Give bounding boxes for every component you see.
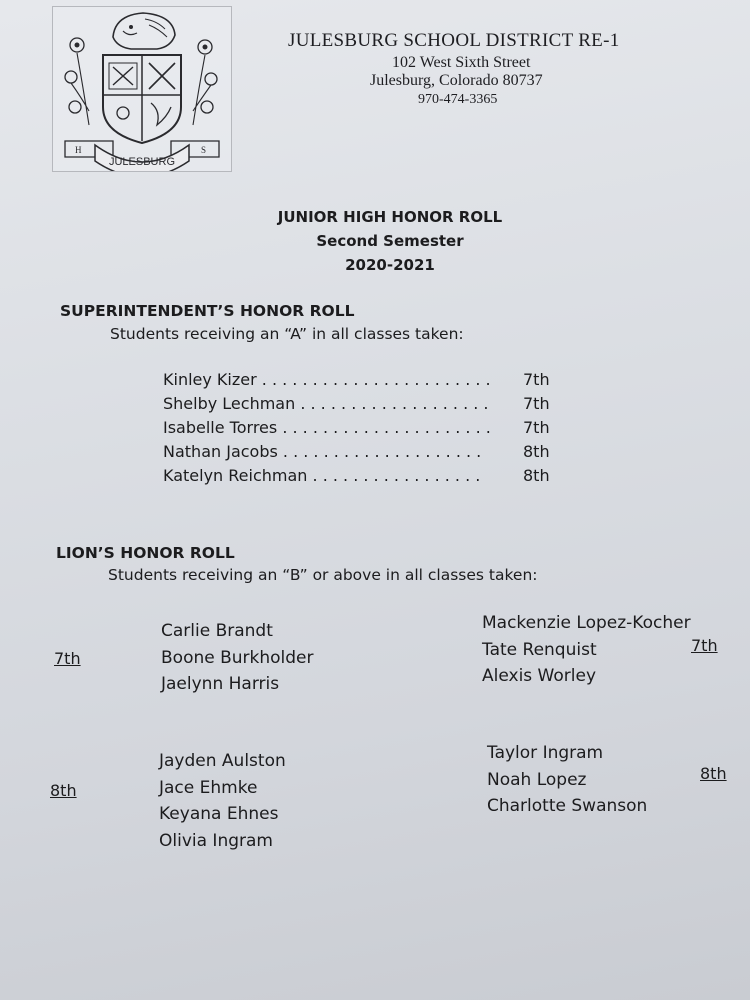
list-item: Taylor Ingram — [487, 743, 604, 763]
seventh-grade-label-right: 7th — [691, 636, 718, 655]
document-title-block — [240, 205, 540, 277]
student-grade: 7th — [523, 394, 550, 413]
student-grade: 8th — [523, 466, 550, 485]
seventh-left-list — [161, 618, 314, 698]
document-year: 2020-2021 — [345, 256, 435, 274]
honor-row — [163, 370, 563, 394]
list-item: Alexis Worley — [482, 666, 597, 686]
list-item: Keyana Ehnes — [159, 804, 279, 824]
honor-row — [163, 442, 563, 466]
seventh-right-list — [482, 610, 691, 690]
list-item: Jayden Aulston — [159, 751, 286, 771]
document-semester: Second Semester — [316, 232, 464, 250]
lions-subheading: Students receiving an “B” or above in all classes taken: — [108, 566, 538, 584]
student-name: Kinley Kizer . . . . . . . . . . . . . . . . . . . . . . . — [163, 370, 491, 389]
district-city: Julesburg, Colorado 80737 — [370, 72, 543, 89]
list-item: Jaelynn Harris — [161, 674, 280, 694]
lion-crest-icon — [53, 7, 231, 171]
list-item: Charlotte Swanson — [487, 796, 648, 816]
student-name: Nathan Jacobs . . . . . . . . . . . . . . . . . . . . — [163, 442, 482, 461]
honor-row — [163, 466, 563, 490]
district-logo — [52, 6, 232, 172]
eighth-left-list — [159, 748, 286, 854]
logo-letter-s: S — [201, 145, 207, 155]
list-item: Olivia Ingram — [159, 830, 273, 851]
document-title: JUNIOR HIGH HONOR ROLL — [277, 208, 503, 226]
district-name: JULESBURG SCHOOL DISTRICT RE-1 — [288, 30, 620, 51]
lions-heading: LION’S HONOR ROLL — [56, 544, 235, 562]
logo-letter-h: H — [75, 145, 82, 155]
list-item: Noah Lopez — [487, 769, 587, 790]
superintendent-heading: SUPERINTENDENT’S HONOR ROLL — [60, 302, 355, 320]
student-grade: 7th — [523, 418, 550, 437]
student-grade: 8th — [523, 442, 550, 461]
eighth-grade-label-right: 8th — [700, 764, 727, 783]
seventh-grade-label-left: 7th — [54, 649, 81, 668]
student-grade: 7th — [523, 370, 550, 389]
honor-row — [163, 418, 563, 442]
student-name: Shelby Lechman . . . . . . . . . . . . . . . . . . . — [163, 394, 489, 413]
logo-banner-text: JULESBURG — [108, 156, 176, 168]
list-item: Jace Ehmke — [159, 777, 258, 798]
eighth-grade-label-left: 8th — [50, 781, 77, 800]
student-name: Katelyn Reichman . . . . . . . . . . . . . . . . . — [163, 466, 481, 485]
eighth-right-list — [487, 740, 647, 820]
list-item: Boone Burkholder — [161, 647, 314, 668]
district-street: 102 West Sixth Street — [392, 54, 531, 71]
student-name: Isabelle Torres . . . . . . . . . . . . . . . . . . . . . — [163, 418, 491, 437]
list-item: Mackenzie Lopez-Kocher — [482, 613, 691, 633]
honor-row — [163, 394, 563, 418]
superintendent-subheading: Students receiving an “A” in all classes taken: — [110, 325, 464, 343]
list-item: Carlie Brandt — [161, 621, 273, 641]
district-phone: 970-474-3365 — [418, 92, 498, 107]
list-item: Tate Renquist — [482, 639, 597, 660]
